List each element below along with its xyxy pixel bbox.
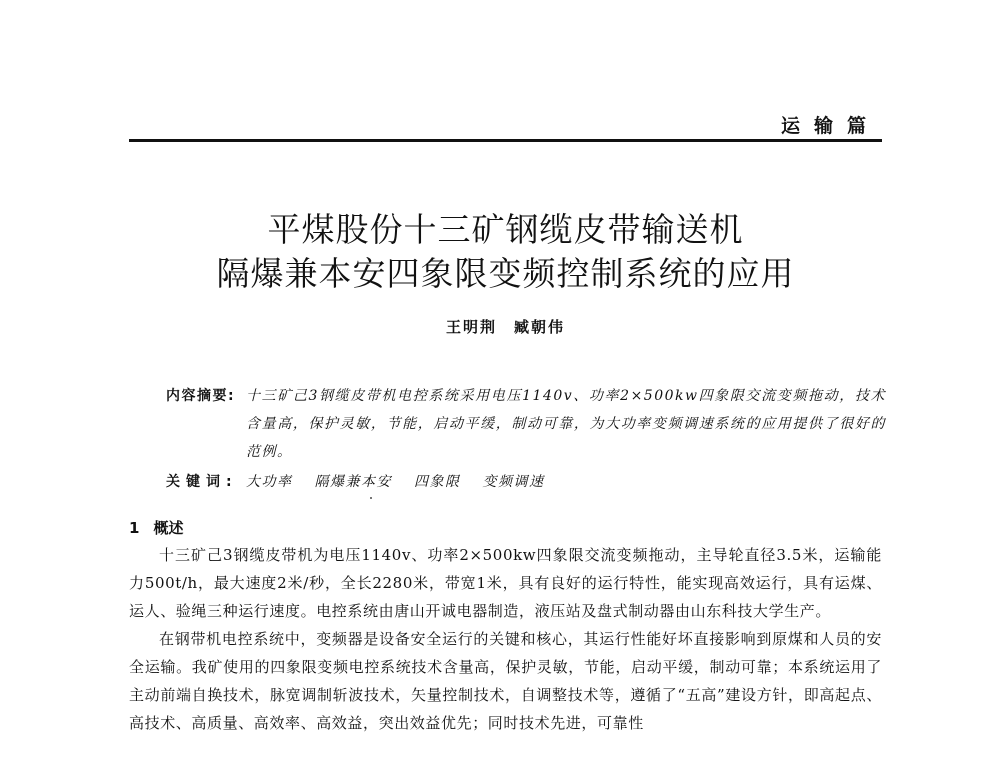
section-number: 1 <box>129 519 140 537</box>
keyword-item: 变频调速 <box>482 474 545 490</box>
section-body <box>129 541 882 737</box>
section-title: 概述 <box>153 519 184 537</box>
header-rule <box>129 139 882 142</box>
abstract-row <box>166 382 886 466</box>
article-title-line-2: 隔爆兼本安四象限变频控制系统的应用 <box>216 254 795 293</box>
article-authors: 王明荆 臧朝伟 <box>445 318 565 336</box>
keywords-label: 关键词: <box>166 474 238 490</box>
keyword-item: 四象限 <box>414 474 461 490</box>
keyword-item: 隔爆兼本安 <box>314 474 392 490</box>
keywords-list <box>246 468 545 496</box>
body-paragraph: 在钢带机电控系统中，变频器是设备安全运行的关键和核心，其运行性能好坏直接影响到原煤和人员的安全运输。我矿使用的四象限变频电控系统技术含量高，保护灵敏，节能，启动平缓，制动可靠；本系统运用了主动前端自换技术，脉宽调制斩波技术，矢量控制技术，自调整技术等，遵循了“五高”建设方针，即高起点、高技术、高质量、高效率、高效益，突出效益优先；同时技术先进，可靠性 <box>129 630 882 732</box>
keywords-row <box>166 468 886 496</box>
abstract-label: 内容摘要: <box>166 388 236 404</box>
section-header-label: 运输篇 <box>780 115 880 137</box>
abstract-block <box>166 382 886 496</box>
article-title-line-1: 平煤股份十三矿钢缆皮带输送机 <box>267 210 744 249</box>
abstract-text: 十三矿己3钢缆皮带机电控系统采用电压1140v、功率2×500kw四象限交流变频拖动，技术含量高，保护灵敏，节能，启动平缓，制动可靠，为大功率变频调速系统的应用提供了很好的范例。 <box>246 388 886 460</box>
keyword-item: 大功率 <box>246 474 293 490</box>
section-heading <box>129 517 183 538</box>
stray-mark <box>370 497 372 499</box>
body-paragraph: 十三矿己3钢缆皮带机为电压1140v、功率2×500kw四象限交流变频拖动，主导轮直径3.5米，运输能力500t/h，最大速度2米/秒，全长2280米，带宽1米，具有良好的运行特性，能实现高效运行，具有运煤、运人、验绳三种运行速度。电控系统由唐山开诚电器制造，液压站及盘式制动器由山东科技大学生产。 <box>129 546 882 620</box>
